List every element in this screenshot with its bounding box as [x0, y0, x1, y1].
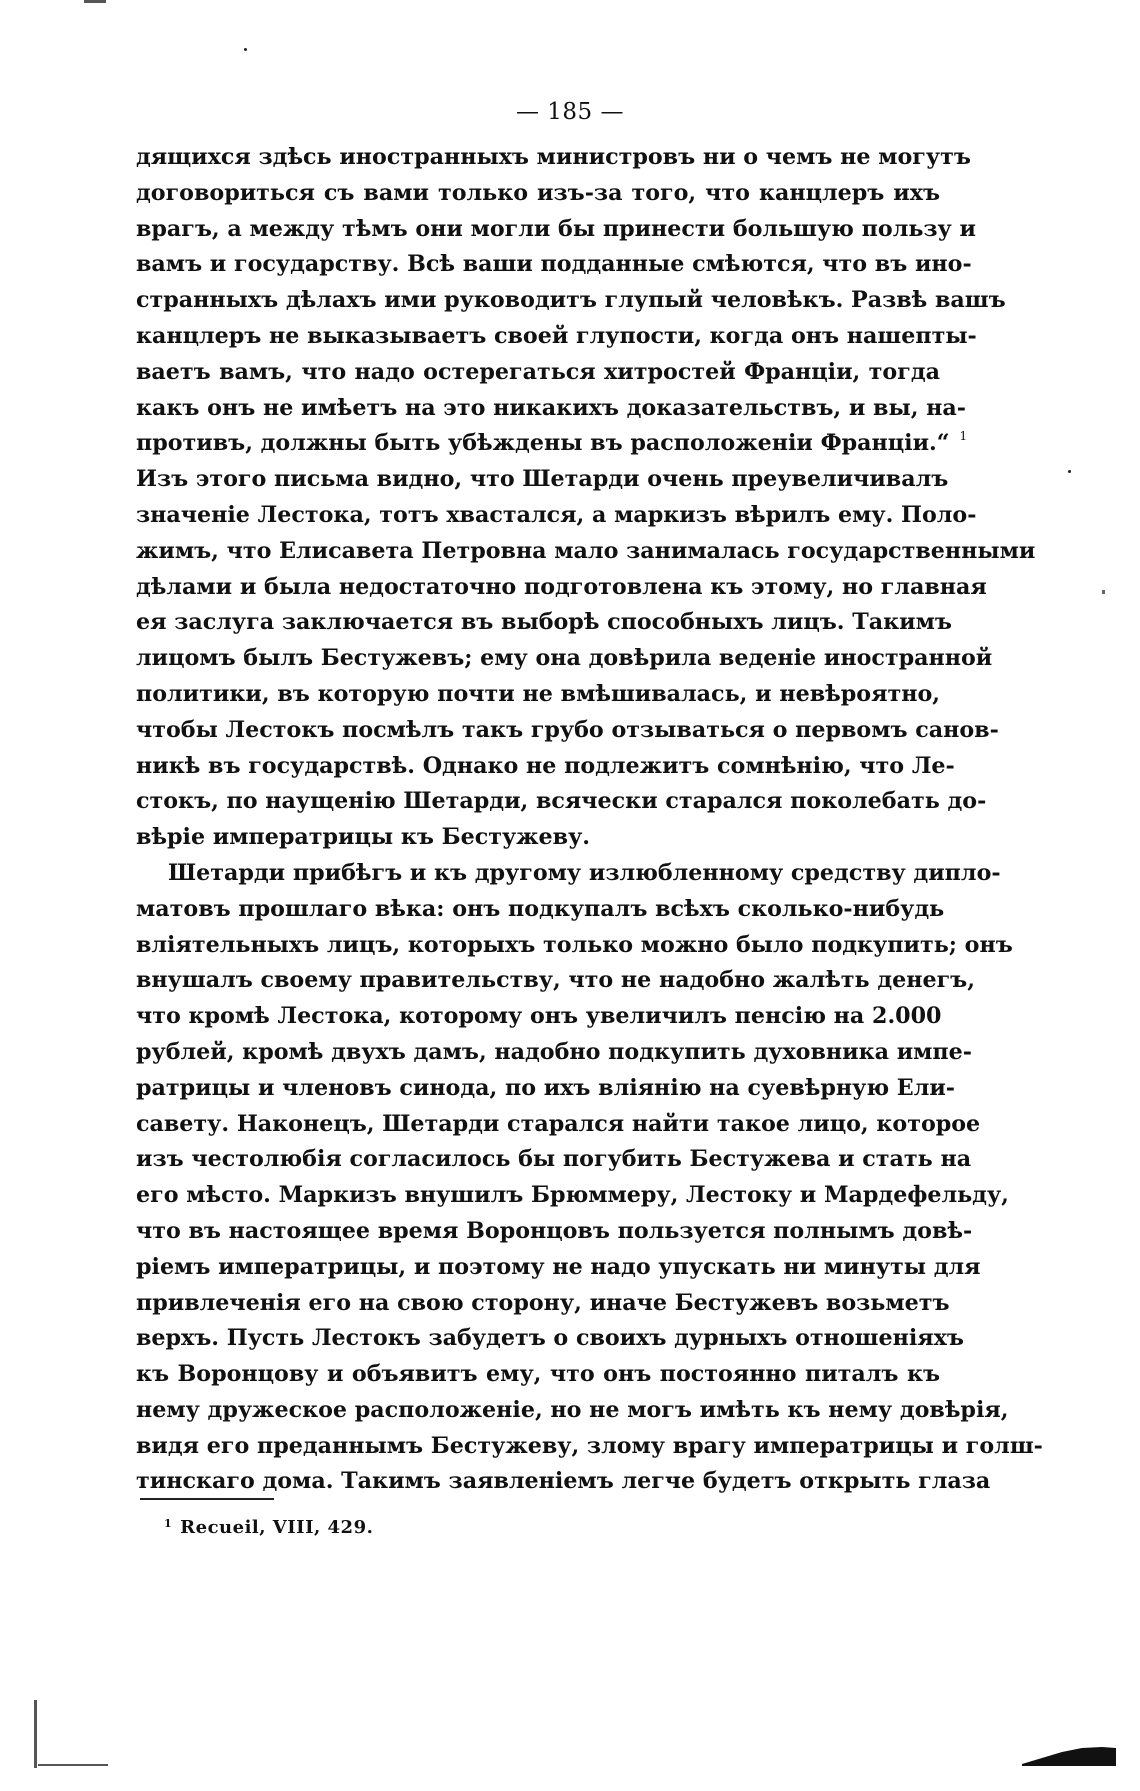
scan-artifact [34, 1700, 37, 1768]
text-line-content: никѣ въ государствѣ. Однако не подлежитъ сомнѣнію, что Ле- [136, 752, 955, 779]
text-line [136, 391, 966, 427]
text-line [136, 749, 955, 785]
text-line [136, 1214, 973, 1250]
text-line [136, 1357, 940, 1393]
text-line-content: вамъ и государству. Всѣ ваши подданные смѣются, что въ ино- [136, 251, 972, 278]
text-line-content: верхъ. Пусть Лестокъ забудетъ о своихъ дурныхъ отношеніяхъ [136, 1325, 964, 1352]
text-line-content: внушалъ своему правительству, что не надобно жалѣть денегъ, [136, 967, 975, 994]
text-line [136, 498, 977, 534]
text-line [136, 1464, 991, 1500]
text-line-content: изъ честолюбія согласилось бы погубить Бестужева и стать на [136, 1146, 972, 1173]
text-line-content: договориться съ вами только изъ-за того, что канцлеръ ихъ [136, 179, 940, 206]
text-line [136, 462, 949, 498]
text-line [136, 999, 940, 1035]
footnote-marker: 1 [164, 1517, 173, 1530]
text-line-content: значеніе Лестока, тотъ хвастался, а маркизъ вѣрилъ ему. Поло- [136, 501, 977, 528]
text-line [136, 820, 940, 856]
text-line-content: чтобы Лестокъ посмѣлъ такъ грубо отзываться о первомъ санов- [136, 716, 999, 743]
text-line-content: что въ настоящее время Воронцовъ пользуется полнымъ довѣ- [136, 1217, 973, 1244]
text-line [136, 534, 1036, 570]
text-line [136, 570, 987, 606]
text-line [136, 1393, 1009, 1429]
text-line-content: что кромѣ Лестока, которому онъ увеличилъ пенсію на 2.000 [136, 1003, 942, 1030]
text-line-content: Шетарди прибѣгъ и къ другому излюбленному средству дипло- [168, 859, 1001, 886]
text-line [136, 963, 975, 999]
text-line [136, 176, 940, 212]
scan-artifact [84, 0, 106, 3]
text-line-content: лицомъ былъ Бестужевъ; ему она довѣрила веденіе иностранной [136, 645, 993, 672]
text-line-content: савету. Наконецъ, Шетарди старался найти такое лицо, которое [136, 1110, 981, 1137]
text-line-content: стокъ, по наущенію Шетарди, всячески старался поколебать до- [136, 788, 987, 815]
page-number: — 185 — [515, 99, 625, 125]
text-line-content: вліятельныхъ лицъ, которыхъ только можно было подкупить; онъ [136, 931, 1013, 958]
footnote-reference: 1 [959, 429, 968, 444]
text-line [136, 1035, 972, 1071]
text-line [136, 605, 952, 641]
text-line [136, 1429, 1043, 1465]
text-line-content: странныхъ дѣлахъ ими руководитъ глупый человѣкъ. Развѣ вашъ [136, 287, 1006, 314]
text-line-content: нему дружеское расположеніе, но не могъ имѣть къ нему довѣрія, [136, 1396, 1009, 1423]
text-line-content: видя его преданнымъ Бестужеву, злому врагу императрицы и голш- [136, 1432, 1043, 1459]
scan-artifact [1102, 590, 1105, 594]
text-line [136, 355, 940, 391]
text-line-content: къ Воронцову и объявитъ ему, что онъ постоянно питалъ къ [136, 1361, 940, 1388]
text-line [136, 892, 945, 928]
text-line-content: ваетъ вамъ, что надо остерегаться хитростей Франціи, тогда [136, 358, 940, 385]
text-line [136, 140, 971, 176]
text-line-content: его мѣсто. Маркизъ внушилъ Брюммеру, Лестоку и Мардефельду, [136, 1182, 1009, 1209]
text-line [136, 677, 940, 713]
text-line [136, 1142, 972, 1178]
text-line [136, 856, 1001, 892]
text-line [136, 319, 977, 355]
footnote-text: Recueil, VIII, 429. [180, 1517, 374, 1538]
text-line [136, 247, 972, 283]
text-line-content: ріемъ императрицы, и поэтому не надо упускать ни минуты для [136, 1253, 981, 1280]
scan-artifact [1068, 470, 1071, 473]
text-line [136, 1250, 981, 1286]
text-line-content: тинскаго дома. Такимъ заявленіемъ легче будетъ открыть глаза [136, 1468, 991, 1495]
text-line-content: политики, въ которую почти не вмѣшивалась, и невѣроятно, [136, 680, 940, 707]
text-line [136, 928, 1013, 964]
scan-artifact [1022, 1746, 1116, 1766]
text-line-content: вѣріе императрицы къ Бестужеву. [136, 824, 591, 851]
text-line-content: матовъ прошлаго вѣка: онъ подкупалъ всѣхъ сколько-нибудь [136, 895, 945, 922]
text-line [136, 713, 999, 749]
text-line-content: жимъ, что Елисавета Петровна мало занималась государственными [136, 537, 1036, 564]
text-line [136, 1178, 1009, 1214]
text-line-content: рублей, кромѣ двухъ дамъ, надобно подкупить духовника импе- [136, 1038, 972, 1065]
text-line [136, 283, 1006, 319]
text-line-content: канцлеръ не выказываетъ своей глупости, когда онъ нашепты- [136, 322, 977, 349]
text-line [136, 1321, 964, 1357]
text-line [136, 641, 993, 677]
body-text [136, 140, 1043, 1500]
text-line-content: врагъ, а между тѣмъ они могли бы принести большую пользу и [136, 215, 976, 242]
text-line-content: дящихся здѣсь иностранныхъ министровъ ни о чемъ не могутъ [136, 144, 971, 170]
text-line-content: ратрицы и членовъ синода, по ихъ вліянію на суевѣрную Ели- [136, 1074, 956, 1101]
text-line [136, 1107, 981, 1143]
text-line [136, 1071, 956, 1107]
text-line-content: привлеченія его на свою сторону, иначе Бестужевъ возьметъ [136, 1289, 950, 1316]
text-line [136, 212, 976, 248]
text-line-content: дѣлами и была недостаточно подготовлена къ этому, но главная [136, 573, 987, 600]
text-line [136, 426, 968, 462]
text-line [136, 784, 987, 820]
scan-artifact [244, 48, 247, 51]
footnote [164, 1516, 373, 1542]
footnote-divider [140, 1498, 274, 1500]
text-line-content: какъ онъ не имѣетъ на это никакихъ доказательствъ, и вы, на- [136, 394, 966, 421]
text-line [136, 1286, 950, 1322]
text-line-content: ея заслуга заключается въ выборѣ способныхъ лицъ. Такимъ [136, 609, 952, 636]
scan-artifact [38, 1764, 108, 1766]
text-line-content: противъ, должны быть убѣждены въ расположеніи Франціи.“ [136, 430, 950, 457]
text-line-content: Изъ этого письма видно, что Шетарди очень преувеличивалъ [136, 466, 949, 493]
